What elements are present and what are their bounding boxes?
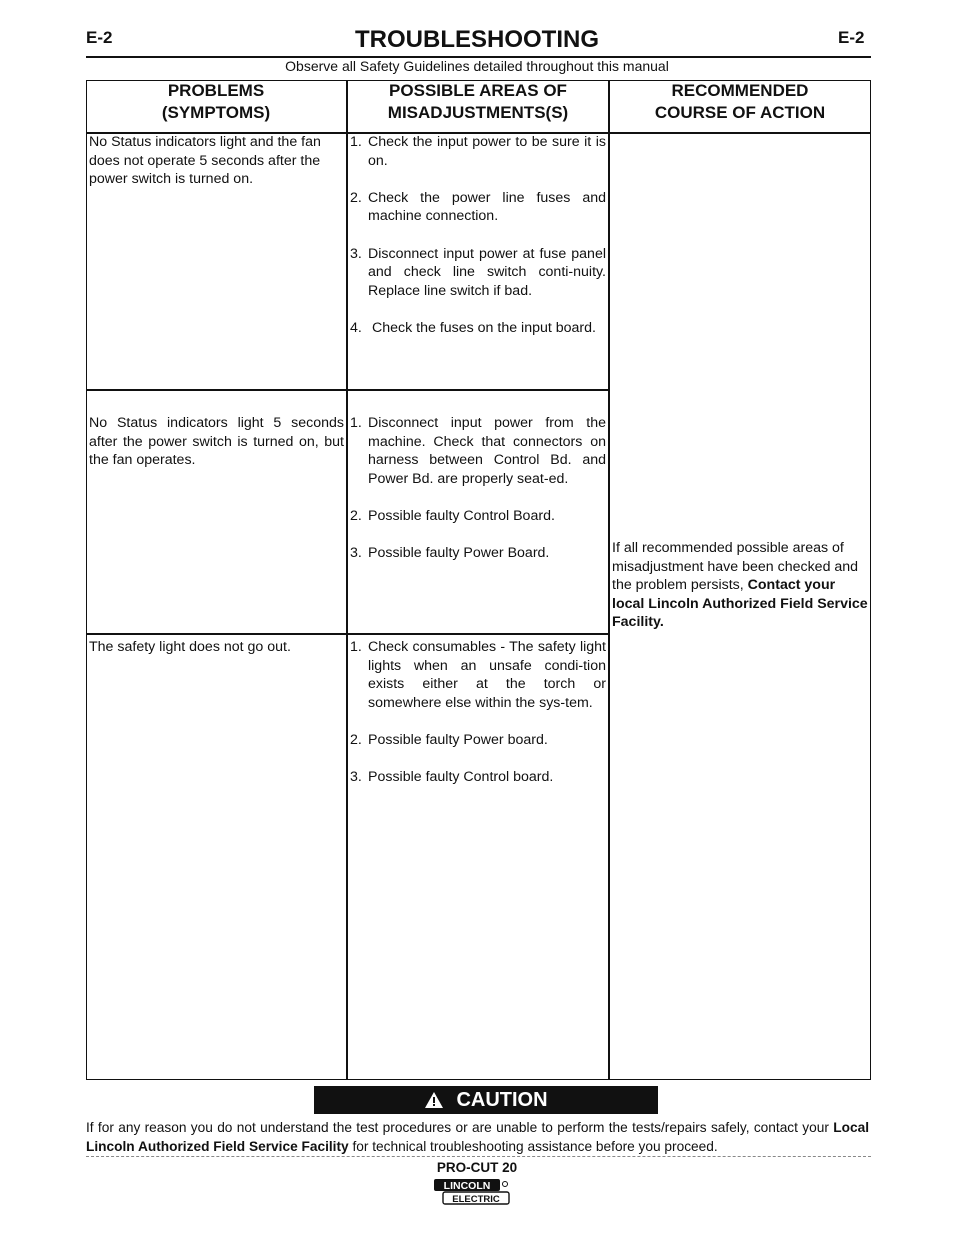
step-number: 2. bbox=[350, 189, 362, 206]
footer-divider bbox=[86, 1156, 871, 1157]
step-number: 3. bbox=[350, 245, 362, 262]
column-header-misadjustments bbox=[348, 80, 608, 124]
warning-triangle-icon bbox=[424, 1091, 444, 1109]
step-item bbox=[350, 638, 606, 712]
step-number: 1. bbox=[350, 415, 362, 431]
step-text: Check consumables - The safety light lights when an unsafe condi-tion exists either at the torch or somewhere else within the sys-tem. bbox=[368, 639, 606, 711]
step-number: 2. bbox=[350, 507, 362, 524]
step-number: 3. bbox=[350, 769, 362, 786]
column-header-problems-line1: PROBLEMS bbox=[167, 81, 265, 100]
steps-cell bbox=[350, 414, 606, 581]
column-divider-2 bbox=[608, 80, 610, 1080]
step-text: Check the fuses on the input board. bbox=[372, 319, 596, 336]
step-item bbox=[350, 319, 606, 338]
step-number: 1. bbox=[350, 639, 362, 655]
symptom-cell: The safety light does not go out. bbox=[89, 639, 291, 655]
step-item bbox=[350, 768, 606, 787]
svg-text:LINCOLN: LINCOLN bbox=[443, 1180, 491, 1192]
action-contact: Contact your local Lincoln Authorized Field Service Facility. bbox=[612, 577, 868, 631]
caution-label: CAUTION bbox=[456, 1088, 548, 1111]
steps-cell bbox=[350, 133, 606, 356]
step-text: Possible faulty Power Board. bbox=[368, 545, 550, 562]
step-text: Possible faulty Control board. bbox=[368, 769, 554, 786]
step-item bbox=[350, 133, 606, 170]
step-item bbox=[350, 245, 606, 301]
step-item bbox=[350, 731, 606, 750]
page-number-left: E-2 bbox=[86, 28, 113, 47]
column-header-action-line1: RECOMMENDED bbox=[671, 81, 809, 100]
step-item bbox=[350, 544, 606, 563]
step-item bbox=[350, 507, 606, 526]
caution-text-2: for technical troubleshooting assistance before you proceed. bbox=[348, 1139, 718, 1154]
step-number: 3. bbox=[350, 545, 362, 562]
recommended-action bbox=[612, 539, 868, 632]
step-item bbox=[350, 414, 606, 488]
row-rule-1 bbox=[86, 389, 610, 391]
column-divider-1 bbox=[346, 80, 348, 1080]
column-header-problems-line2: (SYMPTOMS) bbox=[161, 103, 271, 122]
steps-cell bbox=[350, 638, 606, 805]
action-text: If all recommended possible areas of misadjustment have been checked and the problem persists, bbox=[612, 540, 859, 594]
svg-text:ELECTRIC: ELECTRIC bbox=[452, 1194, 500, 1205]
step-number: 1. bbox=[350, 134, 362, 150]
lincoln-electric-logo bbox=[433, 1178, 511, 1206]
caution-banner bbox=[314, 1086, 658, 1114]
caution-text-bold: Local Lincoln Authorized Field Service Facility bbox=[86, 1120, 869, 1154]
page-number-right: E-2 bbox=[838, 28, 865, 47]
column-header-problems bbox=[86, 80, 346, 124]
step-number: 2. bbox=[350, 731, 362, 748]
row-rule-2 bbox=[86, 633, 610, 635]
symptom-cell: No Status indicators light 5 seconds after the power switch is turned on, but the fan operates. bbox=[89, 415, 344, 469]
step-text: Possible faulty Power board. bbox=[368, 731, 548, 748]
column-header-misadjustments-line2: MISADJUSTMENTS(S) bbox=[387, 103, 569, 122]
step-text: Disconnect input power from the machine. Check that connectors on harness between Control Bd. and Power Bd. are properly seat-ed. bbox=[368, 415, 606, 487]
symptom-cell: No Status indicators light and the fan does not operate 5 seconds after the power switch is turned on. bbox=[89, 134, 321, 188]
column-header-misadjustments-line1: POSSIBLE AREAS OF bbox=[389, 81, 567, 100]
step-text: Check the input power to be sure it is on. bbox=[368, 134, 606, 169]
safety-note: Observe all Safety Guidelines detailed throughout this manual bbox=[285, 58, 669, 74]
page-title: TROUBLESHOOTING bbox=[355, 26, 599, 53]
step-text: Disconnect input power at fuse panel and check line switch conti-nuity. Replace line switch if bad. bbox=[368, 245, 606, 299]
column-header-action bbox=[610, 80, 870, 124]
model-name: PRO-CUT 20 bbox=[436, 1160, 518, 1175]
step-text: Check the power line fuses and machine connection. bbox=[368, 189, 606, 225]
caution-note bbox=[86, 1118, 869, 1156]
caution-text-1: If for any reason you do not understand the test procedures or are unable to perform the tests/repairs safely, contact your bbox=[86, 1120, 834, 1135]
step-text: Possible faulty Control Board. bbox=[368, 507, 555, 524]
step-item bbox=[350, 189, 606, 226]
column-header-action-line2: COURSE OF ACTION bbox=[654, 103, 826, 122]
step-number: 4. bbox=[350, 319, 362, 336]
